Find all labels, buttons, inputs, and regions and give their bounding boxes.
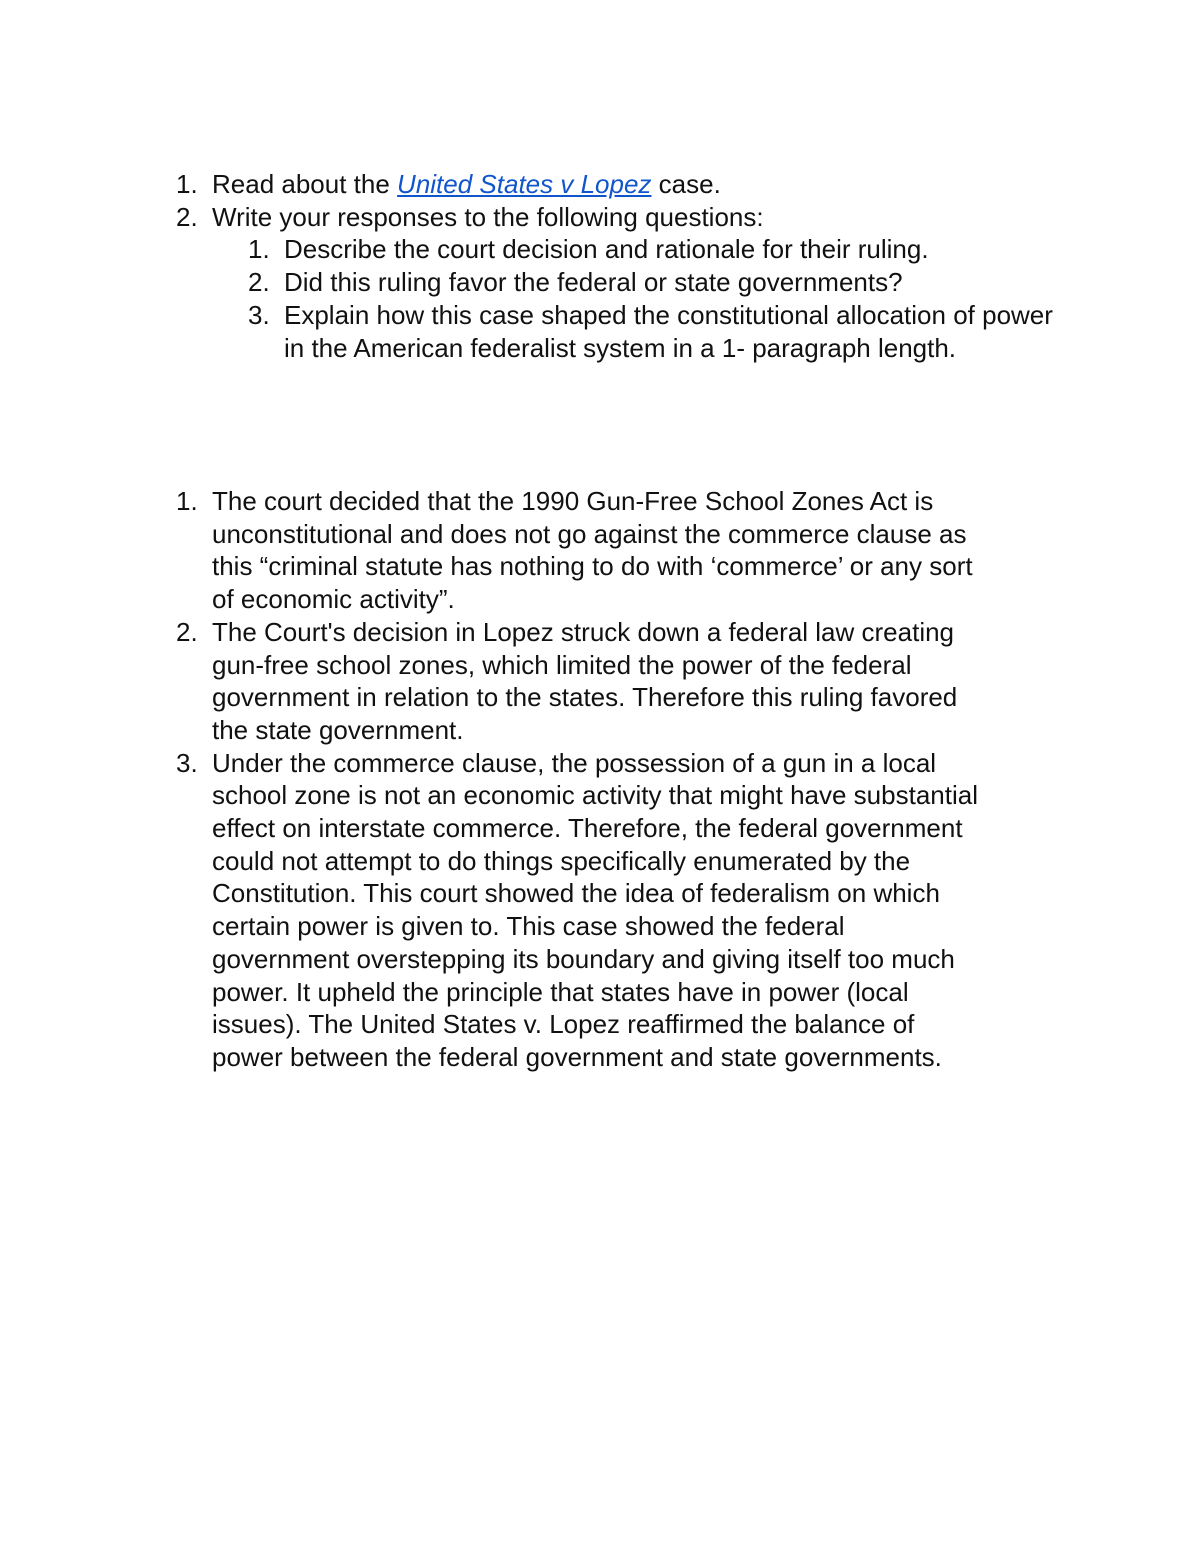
instruction-item-2	[176, 201, 1076, 365]
question-text: Describe the court decision and rationale for their ruling.	[284, 234, 929, 265]
instruction-item-1	[176, 168, 1076, 201]
answer-line: issues). The United States v. Lopez reaffirmed the balance of	[212, 1009, 915, 1040]
answers-list	[176, 485, 1076, 1074]
instructions-list	[176, 168, 1076, 364]
answer-line: effect on interstate commerce. Therefore, the federal government	[212, 813, 963, 844]
answer-line: government overstepping its boundary and giving itself too much	[212, 943, 955, 974]
list-number: 1.	[248, 234, 270, 265]
list-number: 2.	[248, 267, 270, 298]
answer-line: Constitution. This court showed the idea of federalism on which	[212, 878, 940, 909]
question-item-2	[248, 266, 1076, 299]
answer-line: gun-free school zones, which limited the power of the federal	[212, 649, 912, 680]
answer-item-1	[176, 485, 1076, 616]
question-text: Explain how this case shaped the constitutional allocation of power in the American federalist system in a 1- paragraph length.	[284, 299, 1053, 363]
answer-item-3	[176, 747, 1076, 1074]
list-number: 3.	[176, 747, 198, 778]
answer-item-2	[176, 616, 1076, 747]
answer-line: this “criminal statute has nothing to do with ‘commerce’ or any sort	[212, 551, 973, 582]
question-text: Did this ruling favor the federal or state governments?	[284, 267, 903, 298]
answer-line: unconstitutional and does not go against the commerce clause as	[212, 518, 967, 549]
list-number: 1.	[176, 486, 198, 516]
list-number: 1.	[176, 169, 198, 199]
answer-line: power. It upheld the principle that states have in power (local	[212, 976, 909, 1007]
instruction-text-suffix: case.	[651, 169, 721, 199]
united-states-v-lopez-link[interactable]: United States v Lopez	[397, 169, 652, 199]
answer-line: power between the federal government and state governments.	[212, 1041, 942, 1072]
answer-line: The court decided that the 1990 Gun-Free School Zones Act is	[212, 486, 934, 516]
list-number: 2.	[176, 201, 198, 232]
list-number: 3.	[248, 299, 270, 330]
instruction-text-prefix: Read about the	[212, 169, 398, 199]
answer-line: certain power is given to. This case showed the federal	[212, 911, 845, 942]
question-item-1	[248, 233, 1076, 266]
list-number: 2.	[176, 616, 198, 647]
answer-line: of economic activity”.	[212, 584, 455, 615]
instruction-text: Write your responses to the following questions:	[212, 201, 764, 232]
answer-line: could not attempt to do things specifically enumerated by the	[212, 845, 911, 876]
answer-line: the state government.	[212, 714, 464, 745]
answer-line: government in relation to the states. Therefore this ruling favored	[212, 682, 958, 713]
answer-line: Under the commerce clause, the possession of a gun in a local	[212, 747, 937, 778]
answer-line: school zone is not an economic activity that might have substantial	[212, 780, 978, 811]
answer-line: The Court's decision in Lopez struck down a federal law creating	[212, 616, 955, 647]
question-item-3	[248, 299, 1076, 364]
questions-list	[248, 233, 1076, 364]
